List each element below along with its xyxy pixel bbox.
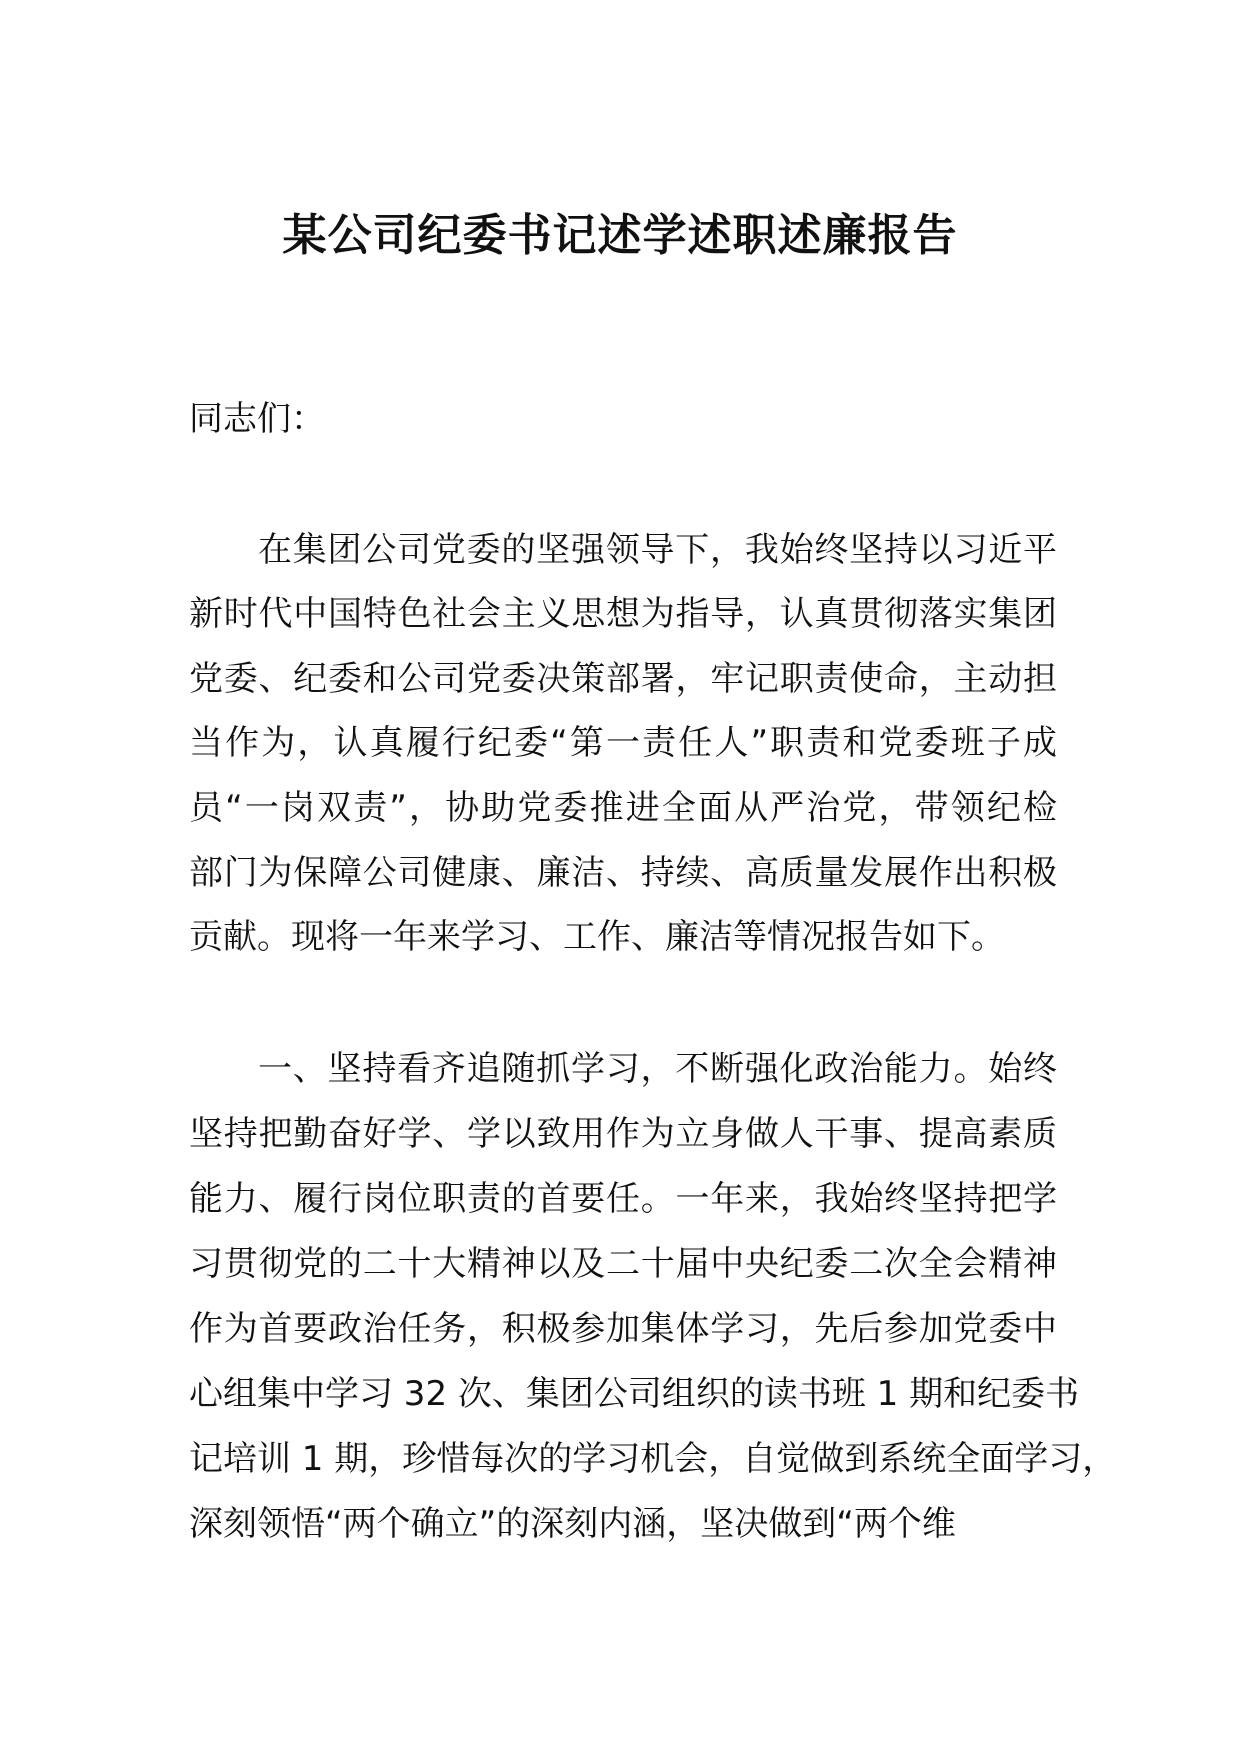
paragraph-line: 坚持把勤奋好学、学以致用作为立身做人干事、提高素质 <box>189 1114 1057 1154</box>
paragraph-line: 习贯彻党的二十大精神以及二十届中央纪委二次全会精神 <box>189 1244 1057 1284</box>
paragraph-line: 部门为保障公司健康、廉洁、持续、高质量发展作出积极 <box>189 853 1057 893</box>
salutation: 同志们： <box>189 399 325 439</box>
paragraph-line: 贡献。现将一年来学习、工作、廉洁等情况报告如下。 <box>189 917 1005 957</box>
paragraph-line: 当作为，认真履行纪委“第一责任人”职责和党委班子成 <box>189 723 1057 763</box>
paragraph-line: 党委、纪委和公司党委决策部署，牢记职责使命，主动担 <box>189 659 1057 699</box>
paragraph-line: 能力、履行岗位职责的首要任。一年来，我始终坚持把学 <box>189 1179 1057 1219</box>
paragraph-line: 一、坚持看齐追随抓学习，不断强化政治能力。始终 <box>258 1049 1057 1089</box>
paragraph-line: 记培训 1 期，珍惜每次的学习机会，自觉做到系统全面学习， <box>189 1439 1117 1479</box>
paragraph-line: 作为首要政治任务，积极参加集体学习，先后参加党委中 <box>189 1309 1057 1349</box>
paragraph-line: 员“一岗双责”，协助党委推进全面从严治党，带领纪检 <box>189 788 1057 828</box>
paragraph-line: 心组集中学习 32 次、集团公司组织的读书班 1 期和纪委书 <box>189 1374 1080 1414</box>
document-title: 某公司纪委书记述学述职述廉报告 <box>282 210 958 261</box>
paragraph-line: 在集团公司党委的坚强领导下，我始终坚持以习近平 <box>258 530 1057 570</box>
paragraph-line: 新时代中国特色社会主义思想为指导，认真贯彻落实集团 <box>189 594 1057 634</box>
paragraph-line: 深刻领悟“两个确立”的深刻内涵，坚决做到“两个维 <box>189 1504 956 1544</box>
